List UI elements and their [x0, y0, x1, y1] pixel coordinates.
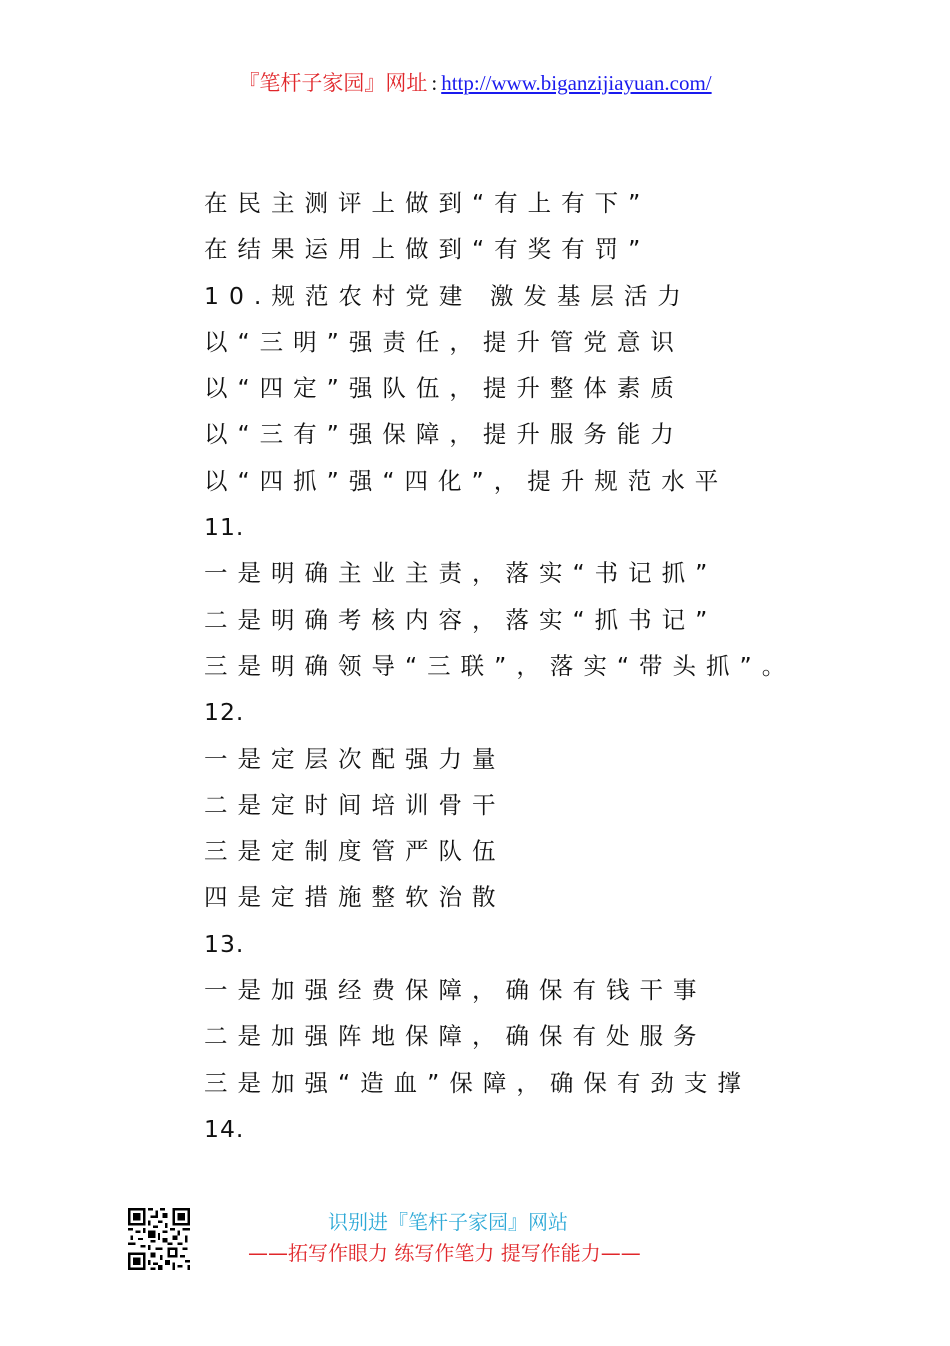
site-url-link[interactable]: http://www.biganzijiayuan.com/: [441, 71, 712, 95]
text-line: 一是明确主业主责，落实“书记抓”: [204, 559, 718, 588]
text-line: 在民主测评上做到“有上有下”: [204, 189, 651, 217]
site-name: 『笔杆子家园』网址: [238, 71, 428, 95]
text-line: 三是加强“造血”保障，确保有劲支撑: [204, 1068, 751, 1097]
text-line: 以“三有”强保障，提升服务能力: [204, 420, 684, 449]
section-number: 12.: [204, 698, 245, 727]
text-line: 三是定制度管严队伍: [204, 837, 506, 866]
qr-code-icon[interactable]: [128, 1208, 190, 1270]
text-line: 一是定层次配强力量: [204, 744, 506, 773]
section-heading: 10.规范农村党建 激发基层活力: [204, 281, 691, 310]
footer-slogan: ——拓写作眼力 练写作笔力 提写作能力——: [248, 1241, 641, 1265]
text-line: 在结果运用上做到“有奖有罚”: [204, 235, 651, 264]
page-header: [0, 66, 950, 100]
text-line: 二是明确考核内容，落实“抓书记”: [204, 605, 718, 634]
text-line: 以“四抓”强“四化”，提升规范水平: [204, 466, 729, 495]
text-line: 二是加强阵地保障，确保有处服务: [204, 1022, 707, 1051]
text-line: 三是明确领导“三联”，落实“带头抓”。: [204, 651, 796, 680]
footer-scan-prompt: 识别进『笔杆子家园』网站: [328, 1210, 568, 1234]
text-line: 四是定措施整软治散: [204, 883, 506, 912]
text-line: 以“三明”强责任，提升管党意识: [204, 327, 684, 356]
text-line: 二是定时间培训骨干: [204, 790, 506, 819]
text-line: 以“四定”强队伍，提升整体素质: [204, 374, 684, 403]
section-number: 13.: [204, 929, 245, 958]
text-line: 一是加强经费保障，确保有钱干事: [204, 976, 707, 1005]
header-separator: :: [431, 71, 438, 95]
document-body: [204, 180, 844, 1152]
section-number: 14.: [204, 1114, 245, 1143]
section-number: 11.: [204, 513, 245, 542]
